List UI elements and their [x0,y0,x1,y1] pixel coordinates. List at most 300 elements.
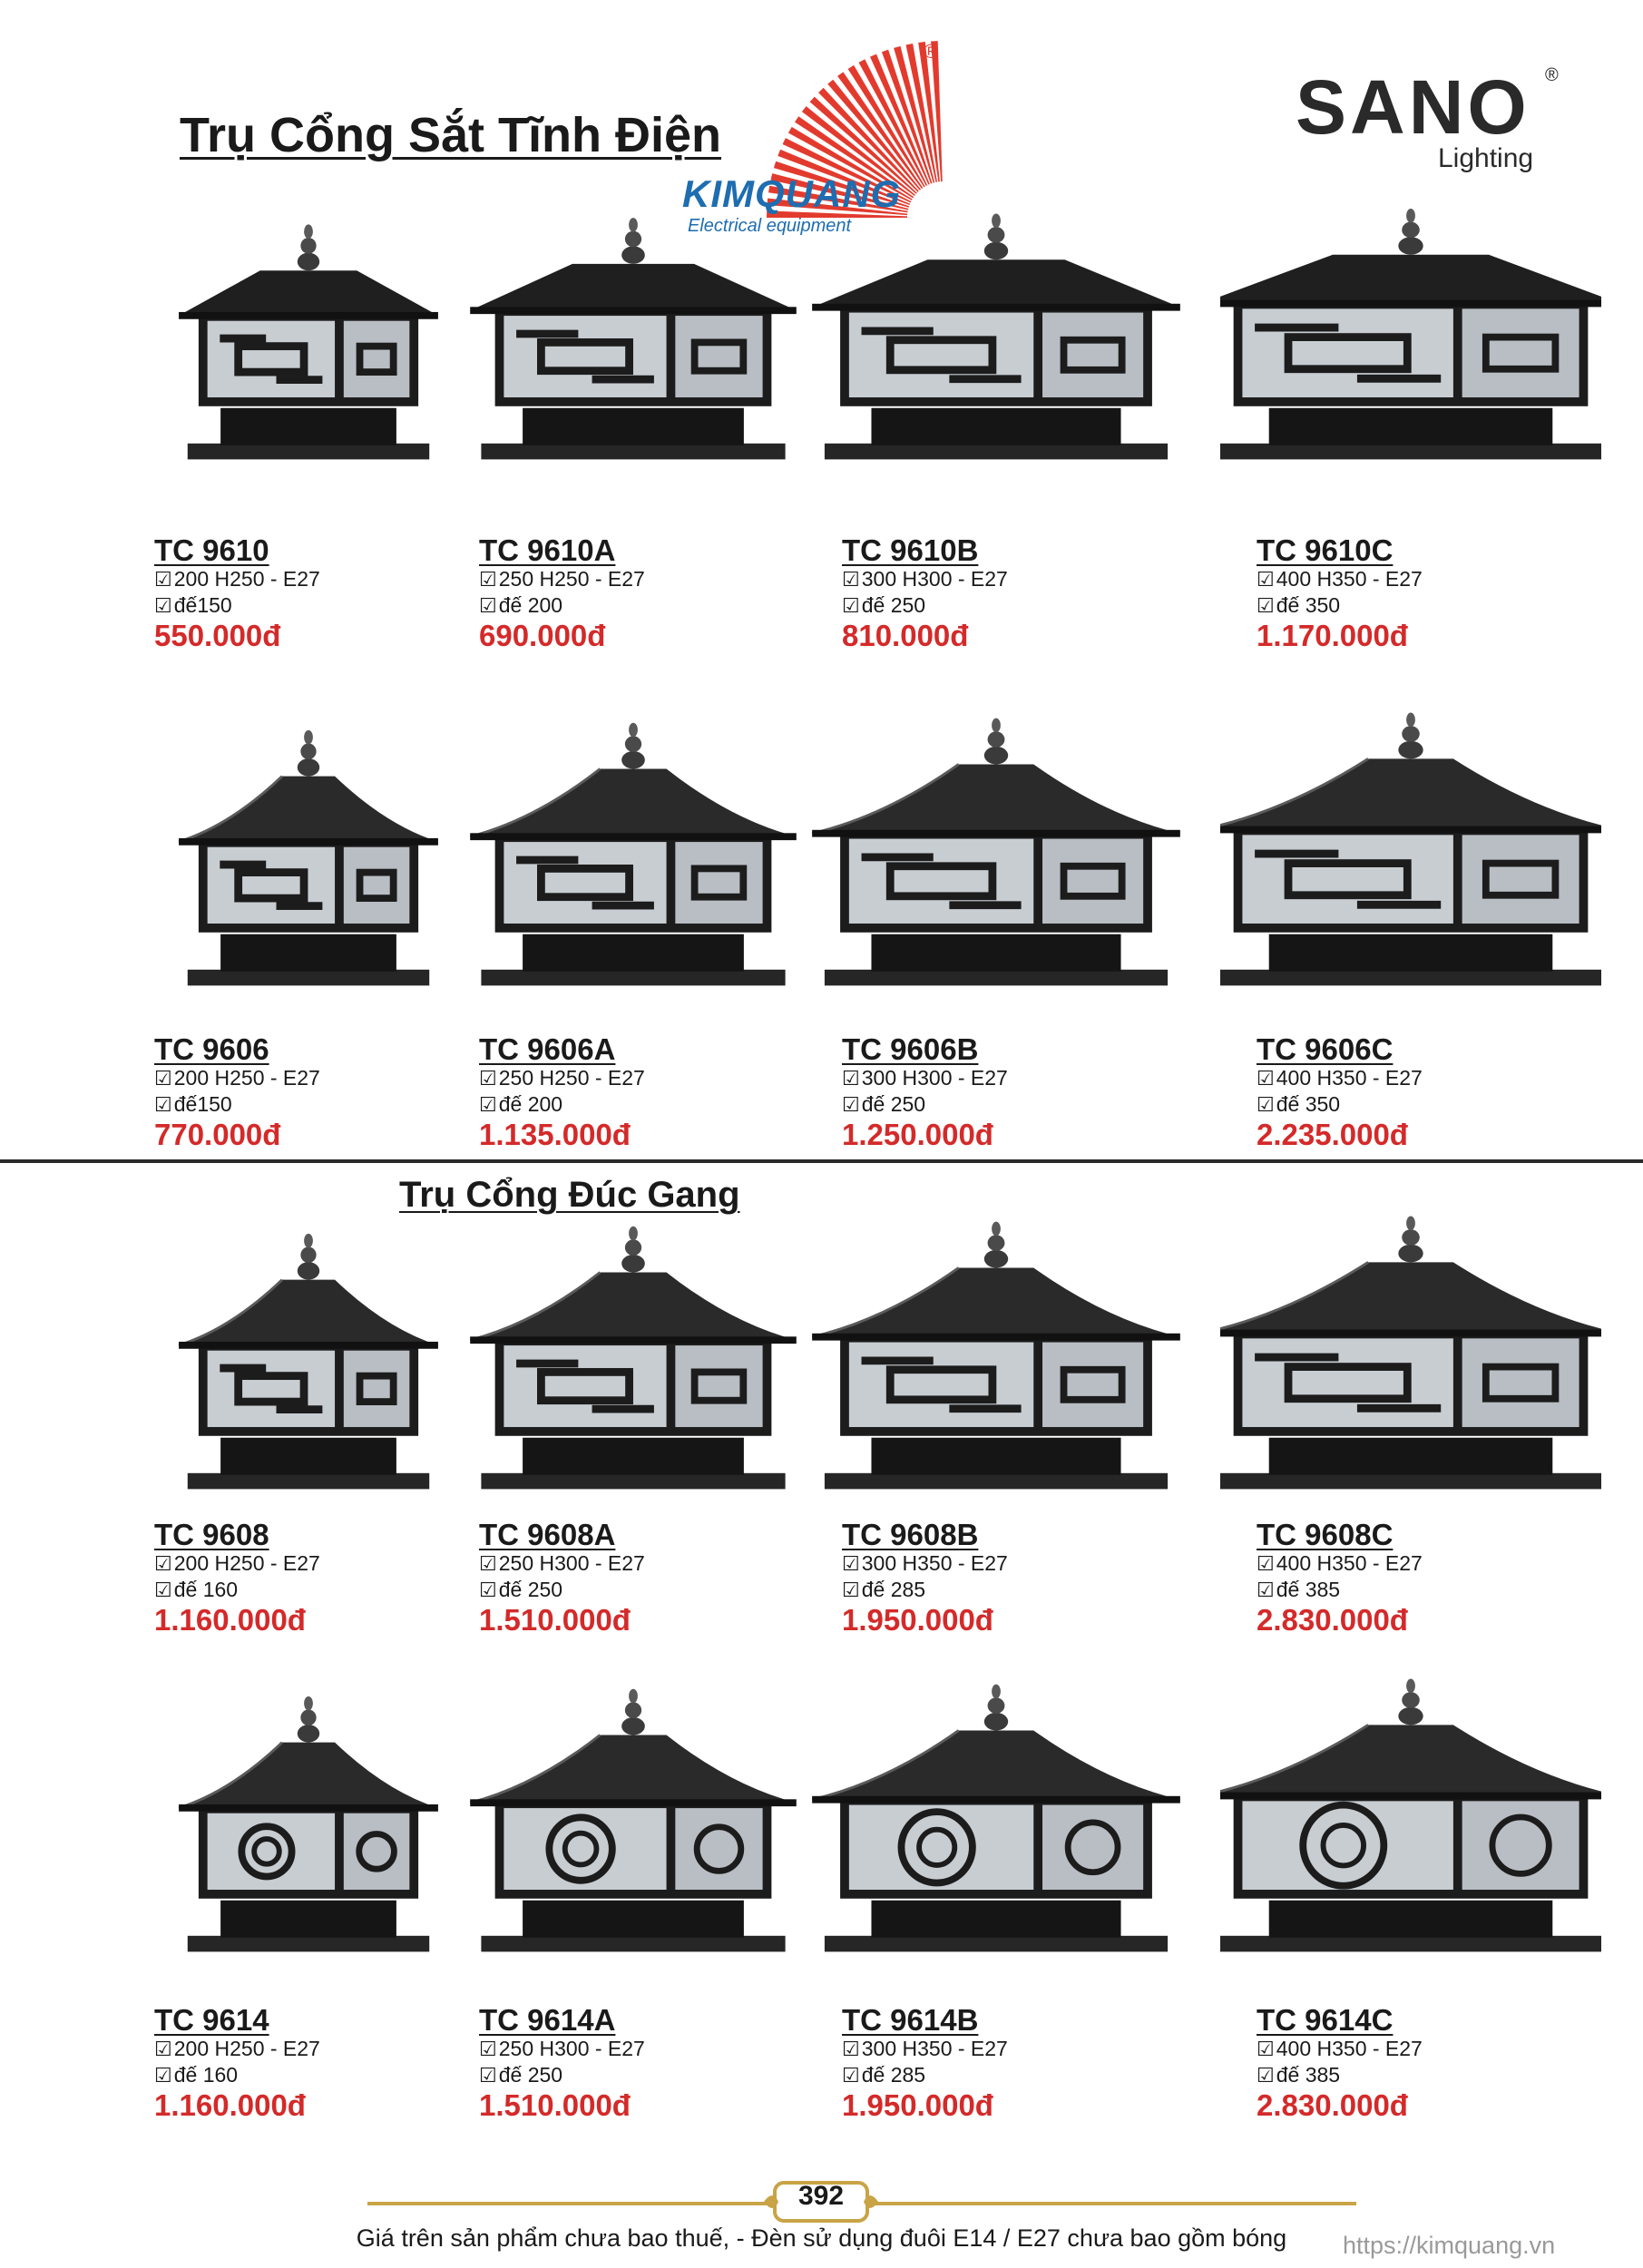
lamp-finial-tip [304,224,313,239]
product-size [842,566,1187,592]
lamp-glass-front [504,1345,666,1427]
dimension-icon: ☑ [479,1552,497,1575]
lamp-illustration [118,1188,499,1515]
product-image [443,689,824,1007]
section-title-duc-gang: Trụ Cổng Đúc Gang [399,1175,740,1215]
lamp-roof [470,769,797,837]
product-base-text: đế 285 [861,1578,926,1601]
dimension-icon: ☑ [842,1579,860,1601]
lamp-glass-side [675,842,762,924]
lamp-glass-side [344,321,410,397]
product-size-text: 200 H250 - E27 [173,2037,320,2060]
lamp-glass-front [1242,1801,1452,1890]
product-base [479,2062,824,2088]
product-size [842,1065,1187,1091]
lamp-finial-tip [629,218,638,232]
lamp-finial-mid [300,1247,316,1264]
lamp-illustration [118,1647,499,1982]
product-price: 1.135.000đ [479,1118,631,1151]
product-image [806,145,1187,499]
lamp-base-plate [825,1473,1168,1490]
lamp-roof [470,264,797,310]
lamp-illustration [443,689,824,1007]
lamp-roof-eave [1220,1793,1601,1800]
lamp-roof-eave [812,830,1180,837]
product-card [1257,1520,1601,1637]
sano-brand-name: SANO [1296,64,1531,150]
product-code: TC 9614C [1257,2003,1394,2037]
product-price: 2.830.000đ [1257,2088,1408,2122]
dimension-icon: ☑ [154,1067,172,1090]
lamp-finial-mid [300,1710,316,1726]
lamp-base-neck [1269,1901,1553,1938]
product-base-text: đế 385 [1276,1578,1341,1601]
product-base [154,592,499,619]
lamp-finial-tip [629,1689,638,1704]
lamp-illustration [1220,1188,1601,1515]
lamp-finial-mid [300,744,316,760]
product-code: TC 9608C [1257,1518,1394,1551]
dimension-icon: ☑ [479,568,497,591]
product-base [479,1091,824,1118]
product-base-text: đế150 [173,593,232,617]
lamp-finial-tip [992,1685,1001,1699]
product-size [154,1065,499,1091]
product-base [1257,1091,1601,1118]
lamp-illustration [806,145,1187,499]
product-base-text: đế 350 [1276,593,1341,617]
product-base-text: đế 200 [498,1092,563,1116]
lamp-finial-mid [1402,726,1420,742]
product-card [154,1034,499,1152]
product-image [118,1188,499,1515]
lamp-glass-front [849,313,1033,397]
product-code: TC 9610A [479,533,616,567]
lamp-roof-eave [1220,826,1601,834]
product-base-text: đế 250 [861,593,926,617]
product-base-text: đế 160 [173,2063,239,2087]
lamp-finial-tip [1406,713,1415,728]
lamp-illustration [443,145,824,499]
lamp-base-neck [523,934,744,972]
product-card [1257,1034,1601,1152]
lamp-illustration [1220,145,1601,499]
lamp-glass-front [208,847,335,924]
lamp-base-plate [1220,970,1601,986]
product-price: 1.170.000đ [1257,619,1408,652]
dimension-icon: ☑ [842,2064,860,2087]
lamp-glass-front [504,842,666,924]
lamp-roof [812,1730,1180,1799]
lamp-base-plate [481,1936,785,1952]
lamp-base-plate [1220,1936,1601,1952]
lamp-roof [812,259,1180,307]
lamp-finial-base [621,751,645,769]
product-size-text: 300 H350 - E27 [861,2037,1008,2060]
lamp-roof-eave [812,1796,1180,1804]
product-image [1220,1188,1601,1515]
product-size-text: 400 H350 - E27 [1276,1066,1423,1090]
product-size [154,566,499,592]
lamp-roof [1220,1262,1601,1333]
lamp-glass-side [675,1808,762,1890]
product-base-text: đế 200 [498,593,563,617]
lamp-base-neck [523,1438,744,1475]
lamp-finial-base [621,246,645,264]
lamp-roof-eave [812,304,1180,311]
product-card [154,535,499,653]
product-size-text: 250 H250 - E27 [498,1066,645,1090]
lamp-glass-side [1042,1343,1143,1427]
product-code: TC 9606B [842,1032,979,1066]
lamp-base-plate [1220,444,1601,460]
lamp-roof [1220,255,1601,304]
lamp-finial-tip [1406,1217,1415,1231]
dimension-icon: ☑ [842,594,860,617]
lamp-illustration [806,689,1187,1007]
lamp-finial-mid [988,1235,1005,1251]
product-size-text: 200 H250 - E27 [173,1551,320,1575]
dimension-icon: ☑ [154,1579,172,1601]
lamp-glass-front [849,839,1033,924]
lamp-roof-eave [470,1336,797,1344]
footer-note: Giá trên sản phẩm chưa bao thuế, - Đèn sử dụng đuôi E14 / E27 chưa bao gồm bóng [356,2224,1287,2252]
lamp-finial-mid [625,736,641,752]
product-size [479,566,824,592]
product-card [1257,535,1601,653]
product-size [842,2036,1187,2062]
lamp-finial-mid [625,1702,641,1718]
lamp-roof-eave [812,1334,1180,1341]
lamp-roof-eave [470,833,797,840]
lamp-finial-base [298,1725,319,1743]
lamp-base-plate [481,970,785,986]
product-price: 770.000đ [154,1118,281,1151]
dimension-icon: ☑ [842,1067,860,1090]
lamp-glass-side [1462,308,1579,397]
product-size-text: 400 H350 - E27 [1276,2037,1423,2060]
lamp-illustration [806,1647,1187,1982]
dimension-icon: ☑ [1257,1552,1275,1575]
product-base [842,1577,1187,1603]
lamp-glass-front [1242,308,1452,397]
dimension-icon: ☑ [842,2038,860,2060]
lamp-glass-side [344,847,410,924]
dimension-icon: ☑ [479,594,497,617]
product-price: 1.950.000đ [842,1603,993,1637]
lamp-glass-side [344,1351,410,1427]
lamp-finial-base [298,1262,319,1280]
lamp-roof [1220,758,1601,829]
product-price: 2.830.000đ [1257,1603,1408,1637]
lamp-roof-eave [179,1804,438,1812]
product-code: TC 9608B [842,1518,979,1551]
product-code: TC 9608 [154,1518,269,1551]
lamp-finial-mid [988,227,1005,243]
dimension-icon: ☑ [842,568,860,591]
lamp-illustration [1220,689,1601,1007]
product-base-text: đế 350 [1276,1092,1341,1116]
dimension-icon: ☑ [154,1552,172,1575]
product-base [479,1577,824,1603]
lamp-finial-tip [629,723,638,738]
product-code: TC 9608A [479,1518,616,1551]
lamp-glass-side [1042,1805,1143,1890]
product-base [154,2062,499,2088]
product-image [1220,145,1601,499]
lamp-finial-base [984,1713,1008,1731]
product-size-text: 400 H350 - E27 [1276,567,1423,591]
lamp-glass-side [1042,313,1143,397]
lamp-finial-tip [1406,1679,1415,1694]
product-price: 1.250.000đ [842,1118,993,1151]
dimension-icon: ☑ [479,1067,497,1090]
lamp-base-plate [825,1936,1168,1952]
lamp-base-neck [1269,1438,1553,1475]
lamp-base-plate [188,444,429,460]
lamp-finial-base [621,1255,645,1273]
product-price: 1.160.000đ [154,1603,306,1637]
lamp-glass-front [849,1805,1033,1890]
dimension-icon: ☑ [479,1093,497,1116]
lamp-finial-mid [625,231,641,248]
product-size [154,1550,499,1577]
lamp-roof [812,1267,1180,1336]
lamp-roof [179,270,438,316]
sano-registered-mark: ® [1545,65,1559,85]
lamp-roof-eave [470,307,797,314]
lamp-finial-base [984,1250,1008,1268]
product-size [479,1550,824,1577]
lamp-glass-side [1042,839,1143,924]
product-base [154,1577,499,1603]
product-size-text: 200 H250 - E27 [173,1066,320,1090]
lamp-illustration [1220,1647,1601,1982]
product-size [1257,1065,1601,1091]
lamp-finial-base [1398,1245,1423,1263]
product-size [842,1550,1187,1577]
product-size [1257,566,1601,592]
lamp-finial-base [984,747,1008,765]
lamp-finial-tip [992,213,1001,228]
dimension-icon: ☑ [842,1552,860,1575]
lamp-roof [470,1273,797,1341]
product-size [479,2036,824,2062]
lamp-finial-base [621,1717,645,1735]
product-code: TC 9606C [1257,1032,1394,1066]
lamp-base-neck [220,1901,396,1938]
product-base [1257,1577,1601,1603]
lamp-finial-tip [304,730,313,745]
dimension-icon: ☑ [1257,2064,1275,2087]
lamp-finial-tip [304,1234,313,1248]
product-base [154,1091,499,1118]
kimquang-tagline: Electrical equipment [688,216,852,236]
product-card [479,1520,824,1637]
lamp-glass-front [1242,835,1452,924]
lamp-finial-mid [1402,1692,1420,1708]
product-size-text: 200 H250 - E27 [173,567,320,591]
product-base-text: đế 250 [498,2063,563,2087]
product-image [806,1647,1187,1982]
product-card [154,2005,499,2123]
lamp-finial-base [298,758,319,777]
lamp-finial-base [1398,1707,1423,1725]
dimension-icon: ☑ [1257,2038,1275,2060]
dimension-icon: ☑ [1257,1093,1275,1116]
lamp-roof [812,764,1180,833]
product-size-text: 300 H300 - E27 [861,1066,1008,1090]
lamp-base-neck [871,1901,1120,1938]
product-image [806,1188,1187,1515]
lamp-roof [1220,1725,1601,1795]
dimension-icon: ☑ [479,2064,497,2087]
product-card [1257,2005,1601,2123]
lamp-illustration [118,689,499,1007]
kimquang-registered-mark: ® [924,40,939,63]
product-code: TC 9606 [154,1032,269,1066]
lamp-finial-mid [300,238,316,254]
product-card [842,1034,1187,1152]
lamp-roof [470,1735,797,1804]
lamp-base-plate [188,1936,429,1952]
lamp-finial-base [1398,237,1423,255]
lamp-finial-tip [304,1696,313,1711]
product-image [443,1188,824,1515]
lamp-finial-tip [629,1227,638,1241]
lamp-base-neck [523,1901,744,1938]
page-number: 392 [797,2181,845,2211]
lamp-roof-eave [179,838,438,846]
product-code: TC 9610 [154,533,269,567]
product-price: 690.000đ [479,619,606,652]
product-image [806,689,1187,1007]
lamp-glass-side [1462,1338,1579,1427]
dimension-icon: ☑ [479,2038,497,2060]
product-size [1257,1550,1601,1577]
product-base [842,592,1187,619]
lamp-roof-eave [470,1799,797,1806]
lamp-roof-eave [1220,1330,1601,1337]
lamp-glass-front [1242,1338,1452,1427]
lamp-finial-mid [988,1697,1005,1714]
product-size-text: 250 H300 - E27 [498,2037,645,2060]
lamp-roof-eave [179,1342,438,1349]
product-code: TC 9614B [842,2003,979,2037]
lamp-base-neck [220,1438,396,1475]
section-divider [0,1159,1643,1163]
lamp-finial-tip [992,1222,1001,1237]
dimension-icon: ☑ [1257,1067,1275,1090]
lamp-base-neck [1269,934,1553,972]
product-image [443,145,824,499]
product-size-text: 400 H350 - E27 [1276,1551,1423,1575]
dimension-icon: ☑ [154,2038,172,2060]
product-image [118,1647,499,1982]
lamp-base-neck [523,408,744,445]
lamp-finial-mid [1402,1229,1420,1246]
lamp-finial-mid [988,731,1005,748]
product-base-text: đế 385 [1276,2063,1341,2087]
product-price: 1.950.000đ [842,2088,993,2122]
product-size-text: 250 H250 - E27 [498,567,645,591]
dimension-icon: ☑ [1257,568,1275,591]
product-card [154,1520,499,1637]
lamp-base-plate [1220,1473,1601,1490]
lamp-illustration [443,1647,824,1982]
product-base-text: đế150 [173,1092,232,1116]
lamp-glass-front [208,321,335,397]
dimension-icon: ☑ [479,1579,497,1601]
product-card [842,535,1187,653]
lamp-finial-base [298,253,319,271]
product-base [842,1091,1187,1118]
lamp-base-plate [188,970,429,986]
product-image [1220,1647,1601,1982]
website-link[interactable]: https://kimquang.vn [1343,2232,1556,2259]
lamp-base-neck [1269,408,1553,445]
lamp-base-plate [825,444,1168,460]
product-image [118,689,499,1007]
product-price: 2.235.000đ [1257,1118,1408,1151]
product-base [1257,2062,1601,2088]
product-card [479,2005,824,2123]
lamp-glass-side [344,1813,410,1890]
dimension-icon: ☑ [154,1093,172,1116]
product-card [479,1034,824,1152]
lamp-roof [179,1743,438,1808]
lamp-roof [179,1280,438,1345]
lamp-base-neck [871,1438,1120,1475]
product-base-text: đế 250 [498,1578,563,1601]
product-image [1220,689,1601,1007]
kimquang-brand-name: KIMQUANG [682,172,902,215]
product-card [479,535,824,653]
lamp-glass-front [504,316,666,397]
lamp-glass-front [849,1343,1033,1427]
lamp-base-neck [871,934,1120,972]
product-code: TC 9614A [479,2003,616,2037]
product-image [443,1647,824,1982]
lamp-base-plate [481,1473,785,1490]
lamp-roof-eave [179,312,438,319]
lamp-illustration [443,1188,824,1515]
lamp-glass-side [675,316,762,397]
product-code: TC 9614 [154,2003,269,2037]
lamp-base-neck [871,408,1120,445]
product-base-text: đế 285 [861,2063,926,2087]
dimension-icon: ☑ [1257,1579,1275,1601]
lamp-roof [179,777,438,842]
product-code: TC 9610C [1257,533,1394,567]
product-price: 810.000đ [842,619,969,652]
product-card [842,2005,1187,2123]
lamp-glass-side [675,1345,762,1427]
product-base [842,2062,1187,2088]
product-size-text: 300 H350 - E27 [861,1551,1008,1575]
product-code: TC 9610B [842,533,979,567]
product-base [1257,592,1601,619]
lamp-glass-front [208,1351,335,1427]
lamp-illustration [806,1188,1187,1515]
lamp-base-plate [481,444,785,460]
product-price: 1.160.000đ [154,2088,306,2122]
lamp-roof-eave [1220,300,1601,308]
lamp-finial-tip [1406,209,1415,223]
lamp-illustration [118,145,499,499]
product-price: 1.510.000đ [479,2088,631,2122]
lamp-base-neck [220,934,396,972]
